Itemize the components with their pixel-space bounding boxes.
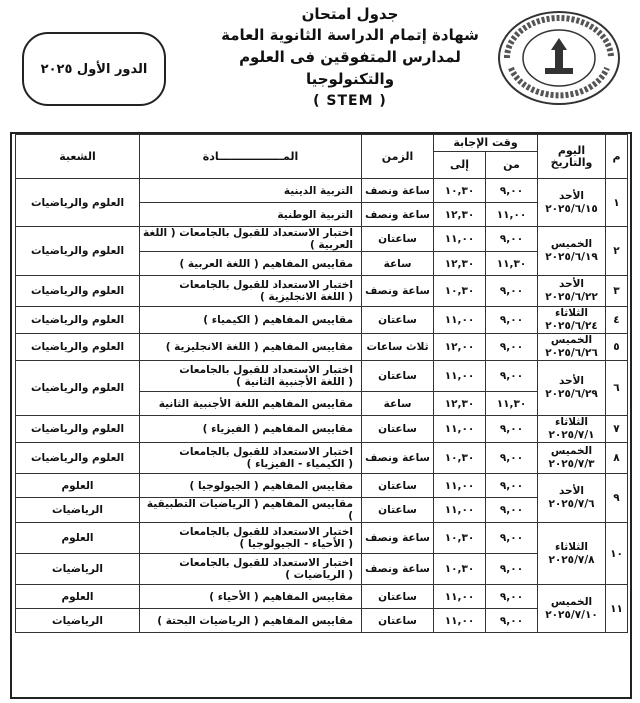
table-row [16, 474, 628, 498]
duration: ساعتان [362, 609, 434, 633]
duration: ساعة ونصف [362, 179, 434, 203]
time-to: ١١,٠٠ [434, 227, 486, 252]
row-number: ٢ [606, 227, 628, 276]
time-to: ١٠,٣٠ [434, 179, 486, 203]
row-date-value: ٢٠٢٥/٦/١٩ [545, 251, 598, 263]
title-line3: لمدارس المتفوقين فى العلوم والتكنولوجيا [239, 48, 461, 88]
subject: اختبار الاستعداد للقبول بالجامعات ( الكيمياء - الفيزياء ) [140, 443, 362, 474]
subject: اختبار الاستعداد للقبول بالجامعات ( اللغة الانجليزية ) [140, 276, 362, 307]
ministry-seal-icon [497, 10, 621, 106]
title-line1: جدول امتحان [301, 5, 399, 23]
duration: ساعة ونصف [362, 203, 434, 227]
row-day: الأحد [558, 278, 585, 290]
row-number: ٨ [606, 443, 628, 474]
time-from: ٩,٠٠ [486, 443, 538, 474]
row-date-value: ٢٠٢٥/٧/١ [548, 429, 595, 441]
session-label: الدور الأول ٢٠٢٥ [40, 61, 148, 77]
duration: ثلاث ساعات [362, 334, 434, 361]
time-from: ٩,٠٠ [486, 474, 538, 498]
table-row [16, 227, 628, 252]
row-date-value: ٢٠٢٥/٦/٢٦ [545, 347, 598, 359]
subject: مقاييس المفاهيم ( الرياضيات البحتة ) [140, 609, 362, 633]
subject: مقاييس المفاهيم ( الفيزياء ) [140, 416, 362, 443]
subject: مقاييس المفاهيم ( الكيمياء ) [140, 307, 362, 334]
branch: العلوم والرياضيات [16, 276, 140, 307]
time-from: ٩,٠٠ [486, 361, 538, 392]
table-row [16, 179, 628, 203]
row-number: ٧ [606, 416, 628, 443]
row-date-value: ٢٠٢٥/٦/٢٤ [545, 320, 598, 332]
row-day: الأحد [558, 485, 585, 497]
col-duration: الزمن [362, 135, 434, 179]
table-row [16, 523, 628, 554]
time-to: ١١,٠٠ [434, 474, 486, 498]
row-date [538, 307, 606, 334]
table-row [16, 416, 628, 443]
schedule-table [15, 134, 628, 633]
time-to: ١٢,٣٠ [434, 203, 486, 227]
row-date-value: ٢٠٢٥/٦/١٥ [545, 202, 598, 215]
time-to: ١٢,٣٠ [434, 252, 486, 276]
subject: مقاييس المفاهيم ( الأحياء ) [140, 585, 362, 609]
duration: ساعتان [362, 227, 434, 252]
time-to: ١٠,٣٠ [434, 443, 486, 474]
time-from: ١١,٠٠ [486, 203, 538, 227]
branch: العلوم [16, 523, 140, 554]
row-day: الخميس [550, 334, 593, 346]
duration: ساعة ونصف [362, 523, 434, 554]
branch: العلوم والرياضيات [16, 361, 140, 416]
row-date [538, 334, 606, 361]
table-row [16, 585, 628, 609]
col-from: من [486, 152, 538, 179]
branch: العلوم والرياضيات [16, 443, 140, 474]
row-number: ٦ [606, 361, 628, 416]
row-date [538, 416, 606, 443]
table-row [16, 361, 628, 392]
subject: مقاييس المفاهيم ( اللغة العربية ) [140, 252, 362, 276]
table-row [16, 276, 628, 307]
schedule-body [16, 179, 628, 633]
session-box [22, 32, 166, 106]
time-to: ١٢,٣٠ [434, 392, 486, 416]
row-date-value: ٢٠٢٥/٧/٨ [548, 553, 595, 566]
time-to: ١١,٠٠ [434, 498, 486, 523]
subject: اختبار الاستعداد للقبول بالجامعات ( الرياضيات ) [140, 554, 362, 585]
time-from: ١١,٣٠ [486, 392, 538, 416]
title-line4: ( STEM ) [313, 93, 387, 109]
time-to: ١٠,٣٠ [434, 554, 486, 585]
col-date: اليوم والتاريخ [538, 135, 606, 179]
time-from: ٩,٠٠ [486, 416, 538, 443]
time-to: ١١,٠٠ [434, 361, 486, 392]
row-day: الثلاثاء [554, 307, 589, 319]
title-line2: شهادة إتمام الدراسة الثانوية العامة [221, 26, 479, 44]
row-number: ٥ [606, 334, 628, 361]
subject: التربية الوطنية [140, 203, 362, 227]
time-to: ١١,٠٠ [434, 585, 486, 609]
time-to: ١٠,٣٠ [434, 523, 486, 554]
col-answer-time: وقت الإجابة [434, 135, 538, 152]
table-row [16, 443, 628, 474]
row-day: الخميس [550, 238, 593, 250]
row-date [538, 179, 606, 227]
table-row [16, 334, 628, 361]
subject: اختبار الاستعداد للقبول بالجامعات ( اللغة الأجنبية الثانية ) [140, 361, 362, 392]
duration: ساعتان [362, 585, 434, 609]
branch: الرياضيات [16, 498, 140, 523]
time-to: ١٢,٠٠ [434, 334, 486, 361]
row-date-value: ٢٠٢٥/٦/٢٢ [545, 291, 598, 303]
branch: الرياضيات [16, 554, 140, 585]
time-from: ٩,٠٠ [486, 227, 538, 252]
row-number: ١ [606, 179, 628, 227]
row-date [538, 443, 606, 474]
time-to: ١١,٠٠ [434, 416, 486, 443]
duration: ساعتان [362, 361, 434, 392]
time-from: ٩,٠٠ [486, 179, 538, 203]
branch: العلوم [16, 474, 140, 498]
header-titles [210, 4, 490, 112]
row-date [538, 361, 606, 416]
row-date [538, 585, 606, 633]
branch: العلوم والرياضيات [16, 334, 140, 361]
row-date [538, 474, 606, 523]
row-number: ١١ [606, 585, 628, 633]
branch: العلوم والرياضيات [16, 227, 140, 276]
row-date [538, 227, 606, 276]
row-day: الأحد [558, 189, 585, 202]
duration: ساعتان [362, 416, 434, 443]
time-from: ٩,٠٠ [486, 276, 538, 307]
duration: ساعة ونصف [362, 554, 434, 585]
row-day: الخميس [550, 595, 593, 608]
time-from: ٩,٠٠ [486, 585, 538, 609]
row-number: ٣ [606, 276, 628, 307]
duration: ساعة [362, 392, 434, 416]
branch: العلوم والرياضيات [16, 416, 140, 443]
subject: مقاييس المفاهيم ( الرياضيات التطبيقية ) [140, 498, 362, 523]
col-subject: المـــــــــــــــــادة [140, 135, 362, 179]
duration: ساعتان [362, 498, 434, 523]
row-number: ١٠ [606, 523, 628, 585]
table-row [16, 307, 628, 334]
time-to: ١١,٠٠ [434, 609, 486, 633]
row-number: ٤ [606, 307, 628, 334]
time-from: ٩,٠٠ [486, 554, 538, 585]
branch: العلوم والرياضيات [16, 179, 140, 227]
row-number: ٩ [606, 474, 628, 523]
duration: ساعتان [362, 474, 434, 498]
row-date-value: ٢٠٢٥/٧/١٠ [545, 608, 598, 621]
table-row [16, 498, 628, 523]
col-num: م [606, 135, 628, 179]
col-to: إلى [434, 152, 486, 179]
subject: اختبار الاستعداد للقبول بالجامعات ( الأحياء - الجيولوجيا ) [140, 523, 362, 554]
row-day: الأحد [558, 375, 585, 387]
row-date [538, 523, 606, 585]
branch: الرياضيات [16, 609, 140, 633]
branch: العلوم والرياضيات [16, 307, 140, 334]
time-from: ١١,٣٠ [486, 252, 538, 276]
time-to: ١١,٠٠ [434, 307, 486, 334]
duration: ساعة ونصف [362, 276, 434, 307]
time-from: ٩,٠٠ [486, 609, 538, 633]
duration: ساعتان [362, 307, 434, 334]
time-from: ٩,٠٠ [486, 523, 538, 554]
time-from: ٩,٠٠ [486, 334, 538, 361]
row-day: الخميس [550, 445, 593, 457]
row-day: الثلاثاء [554, 540, 589, 553]
subject: مقاييس المفاهيم ( اللغة الانجليزية ) [140, 334, 362, 361]
branch: العلوم [16, 585, 140, 609]
subject: مقاييس المفاهيم ( الجيولوجيا ) [140, 474, 362, 498]
duration: ساعة ونصف [362, 443, 434, 474]
subject: اختبار الاستعداد للقبول بالجامعات ( اللغة العربية ) [140, 227, 362, 252]
col-branch: الشعبة [16, 135, 140, 179]
row-date-value: ٢٠٢٥/٦/٢٩ [545, 388, 598, 400]
row-date [538, 276, 606, 307]
subject: التربية الدينية [140, 179, 362, 203]
duration: ساعة [362, 252, 434, 276]
table-row [16, 609, 628, 633]
row-day: الثلاثاء [554, 416, 589, 428]
time-from: ٩,٠٠ [486, 498, 538, 523]
row-date-value: ٢٠٢٥/٧/٣ [548, 458, 595, 470]
time-to: ١٠,٣٠ [434, 276, 486, 307]
row-date-value: ٢٠٢٥/٧/٦ [548, 498, 595, 510]
table-row [16, 554, 628, 585]
subject: مقاييس المفاهيم اللغة الأجنبية الثانية [140, 392, 362, 416]
time-from: ٩,٠٠ [486, 307, 538, 334]
